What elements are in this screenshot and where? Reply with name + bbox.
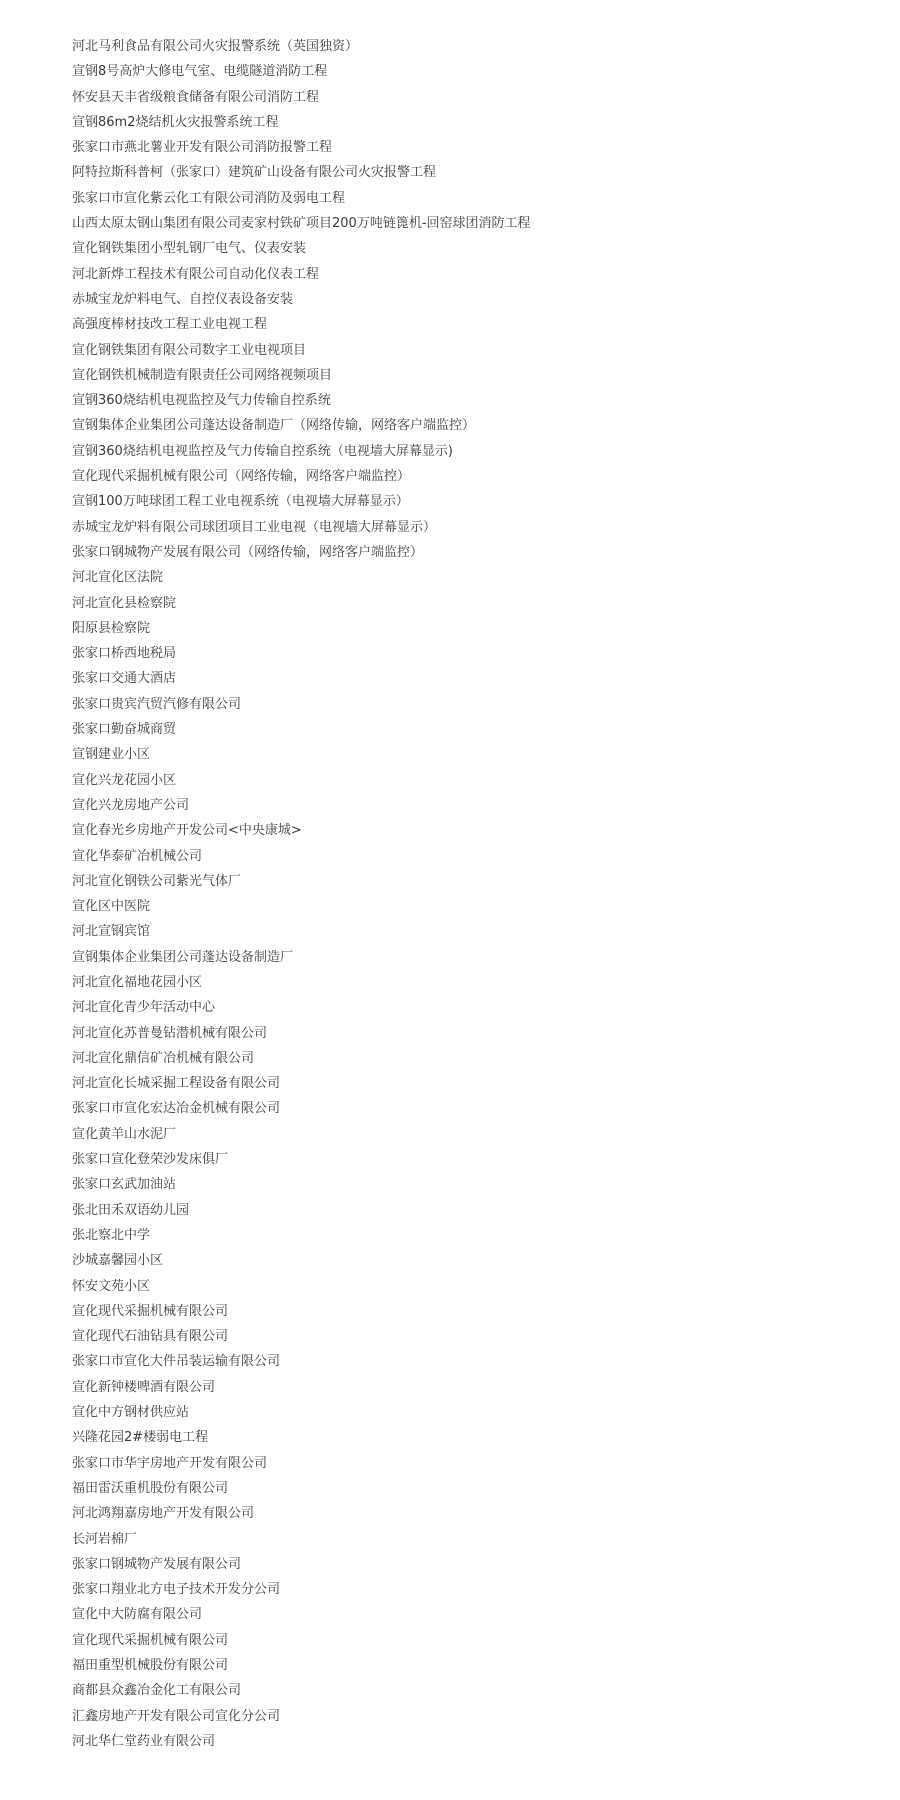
list-item: 河北鸿翔嘉房地产开发有限公司 xyxy=(72,1506,255,1522)
list-item: 汇鑫房地产开发有限公司宣化分公司 xyxy=(72,1708,281,1724)
list-item: 河北宣化钢铁公司紫光气体厂 xyxy=(72,873,242,889)
list-item: 张家口交通大酒店 xyxy=(72,671,177,687)
list-item: 沙城嘉馨园小区 xyxy=(72,1253,164,1269)
list-item: 宣钢集体企业集团公司蓬达设备制造厂 xyxy=(72,949,294,965)
list-item: 宣化区中医院 xyxy=(72,899,151,915)
list-item: 怀安县天丰省级粮食储备有限公司消防工程 xyxy=(72,89,320,105)
list-item: 河北宣化鼎信矿冶机械有限公司 xyxy=(72,1050,255,1066)
list-item: 河北华仁堂药业有限公司 xyxy=(72,1733,216,1749)
client-project-list xyxy=(72,34,880,1754)
list-item: 宣钢360烧结机电视监控及气力传输自控系统 xyxy=(72,393,331,409)
list-item: 兴隆花园2#楼弱电工程 xyxy=(72,1430,209,1446)
list-item: 河北宣化青少年活动中心 xyxy=(72,1000,216,1016)
list-item: 高强度棒材技改工程工业电视工程 xyxy=(72,317,268,333)
list-item: 福田重型机械股份有限公司 xyxy=(72,1658,229,1673)
list-item: 河北马利食品有限公司火灾报警系统（英国独资） xyxy=(72,39,359,54)
list-item: 张家口宣化登荣沙发床俱厂 xyxy=(72,1152,229,1168)
list-item: 张家口贵宾汽贸汽修有限公司 xyxy=(72,696,242,712)
list-item: 山西太原太钢山集团有限公司麦家村铁矿项目200万吨链篦机-回窑球团消防工程 xyxy=(72,216,531,232)
list-item: 河北宣化长城采掘工程设备有限公司 xyxy=(72,1076,281,1092)
list-item: 张家口钢城物产发展有限公司（网络传输，网络客户端监控） xyxy=(72,544,424,560)
list-item: 福田雷沃重机股份有限公司 xyxy=(72,1480,229,1496)
list-item: 宣化钢铁集团小型轧钢厂电气、仪表安装 xyxy=(72,241,307,257)
list-item: 张北察北中学 xyxy=(72,1227,151,1243)
list-item: 河北宣化区法院 xyxy=(72,570,164,586)
list-item: 宣化现代采掘机械有限公司 xyxy=(72,1303,229,1319)
list-item: 宣化现代采掘机械有限公司（网络传输，网络客户端监控） xyxy=(72,469,411,485)
list-item: 河北宣化苏普曼钻潜机械有限公司 xyxy=(72,1025,268,1041)
list-item: 宣钢100万吨球团工程工业电视系统（电视墙大屏幕显示） xyxy=(72,494,409,510)
list-item: 河北宣化福地花园小区 xyxy=(72,974,203,990)
list-item: 宣化现代石油钻具有限公司 xyxy=(72,1329,229,1345)
list-item: 宣钢86m2烧结机火灾报警系统工程 xyxy=(72,114,279,130)
list-item: 宣化新钟楼啤酒有限公司 xyxy=(72,1379,216,1395)
list-item: 张家口市宣化大件吊装运输有限公司 xyxy=(72,1354,281,1370)
list-item: 阳原县检察院 xyxy=(72,620,151,636)
list-item: 张家口市燕北薯业开发有限公司消防报警工程 xyxy=(72,140,333,156)
list-item: 宣化钢铁集团有限公司数字工业电视项目 xyxy=(72,342,307,358)
list-item: 商都县众鑫冶金化工有限公司 xyxy=(72,1683,242,1699)
list-item: 张家口市华宇房地产开发有限公司 xyxy=(72,1455,268,1471)
list-item: 长河岩棉厂 xyxy=(72,1531,138,1547)
list-item: 张家口勤奋城商贸 xyxy=(72,722,177,738)
list-item: 宣化钢铁机械制造有限责任公司网络视频项目 xyxy=(72,367,333,383)
list-item: 宣化黄羊山水泥厂 xyxy=(72,1126,177,1142)
list-item: 张家口市宣化紫云化工有限公司消防及弱电工程 xyxy=(72,190,346,206)
list-item: 张家口钢城物产发展有限公司 xyxy=(72,1556,242,1572)
list-item: 宣化中方钢材供应站 xyxy=(72,1405,190,1421)
list-item: 阿特拉斯科普柯（张家口）建筑矿山设备有限公司火灾报警工程 xyxy=(72,165,437,181)
list-item: 张家口桥西地税局 xyxy=(72,646,177,662)
list-item: 宣化华泰矿冶机械公司 xyxy=(72,848,203,864)
list-item: 赤城宝龙炉料有限公司球团项目工业电视（电视墙大屏幕显示） xyxy=(72,519,437,535)
list-item: 宣化兴龙花园小区 xyxy=(72,772,177,788)
list-item: 宣钢8号高炉大修电气室、电缆隧道消防工程 xyxy=(72,64,328,80)
list-item: 宣化兴龙房地产公司 xyxy=(72,797,190,813)
list-item: 张北田禾双语幼儿园 xyxy=(72,1202,190,1218)
list-item: 宣钢集体企业集团公司蓬达设备制造厂（网络传输，网络客户端监控） xyxy=(72,418,476,434)
list-item: 河北新烨工程技术有限公司自动化仪表工程 xyxy=(72,266,320,282)
list-item: 张家口玄武加油站 xyxy=(72,1177,177,1193)
list-item: 宣钢360烧结机电视监控及气力传输自控系统（电视墙大屏幕显示) xyxy=(72,443,453,459)
list-item: 河北宣钢宾馆 xyxy=(72,924,151,940)
list-item: 张家口翔业北方电子技术开发分公司 xyxy=(72,1582,281,1598)
list-item: 怀安文苑小区 xyxy=(72,1278,151,1294)
list-item: 宣化春光乡房地产开发公司<中央康城> xyxy=(72,823,302,839)
list-item: 河北宣化县检察院 xyxy=(72,595,177,611)
list-item: 宣化中大防腐有限公司 xyxy=(72,1607,203,1623)
list-item: 宣钢建业小区 xyxy=(72,747,151,763)
list-item: 赤城宝龙炉料电气、自控仪表设备安装 xyxy=(72,291,294,307)
list-item: 张家口市宣化宏达冶金机械有限公司 xyxy=(72,1101,281,1117)
list-item: 宣化现代采掘机械有限公司 xyxy=(72,1632,229,1648)
